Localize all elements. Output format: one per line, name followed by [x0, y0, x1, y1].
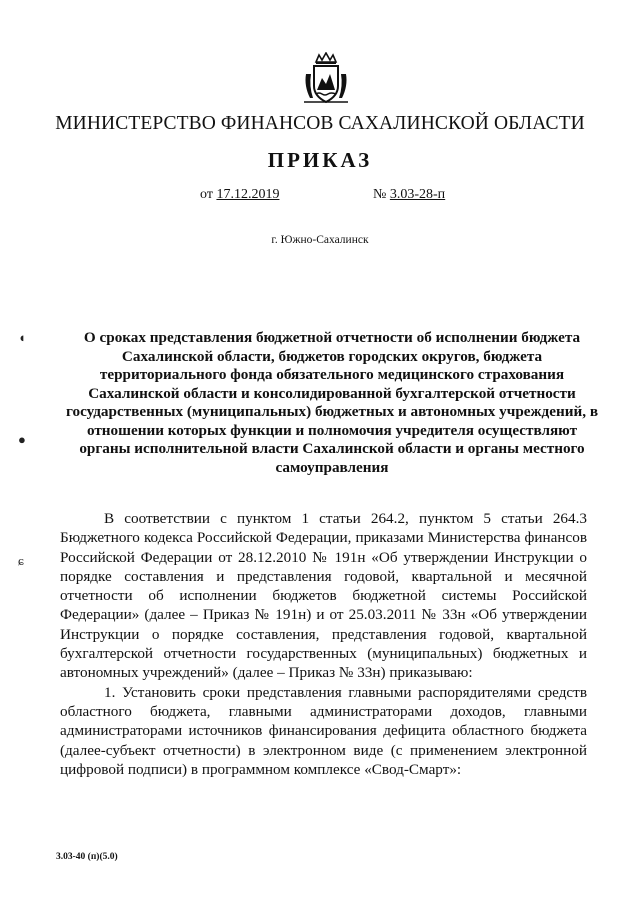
number-prefix: № — [373, 187, 390, 202]
body-paragraph-preamble: В соответствии с пунктом 1 статьи 264.2, пунктом 5 статьи 264.3 Бюджетного кодекса Российской Федерации, приказами Министерства финансов Российской Федерации от 28.12.2010 № 191н «Об утверждении Инструкции о порядке составления и представления годовой, квартальной и месячной отчетности об исполнении бюджетов бюджетной системы Российской Федерации» (далее – Приказ № 191н) и от 25.03.2011 № 33н «Об утверждении Инструкции о порядке составления, представления годовой, квартальной бухгалтерской отчетности государственных (муниципальных) бюджетных и автономных учреждений» (далее – Приказ № 33н) приказываю: — [60, 510, 587, 682]
date-value: 17.12.2019 — [216, 187, 280, 202]
scan-mark: ● — [18, 432, 26, 447]
city: г. Южно-Сахалинск — [271, 234, 369, 246]
scan-mark: ɕ — [18, 553, 24, 568]
order-number — [373, 187, 445, 203]
form-code: 3.03-40 (п)(5.0) — [56, 852, 118, 862]
body-paragraph-item-1: 1. Установить сроки представления главными распорядителями средств областного бюджета, главными администраторами доходов, главными администраторами источников финансирования дефицита областного бюджета (далее-субъект отчетности) в электронном виде (с применением электронной цифровой подписи) в программном комплексе «Свод-Смарт»: — [60, 683, 587, 778]
date-prefix: от — [200, 187, 217, 202]
scan-mark: ◖ — [18, 330, 26, 345]
order-date — [200, 187, 279, 203]
ministry-name: МИНИСТЕРСТВО ФИНАНСОВ САХАЛИНСКОЙ ОБЛАСТИ — [55, 113, 585, 134]
order-subject: О сроках представления бюджетной отчетности об исполнении бюджета Сахалинской области, бюджетов городских округов, бюджета территориального фонда обязательного медицинского страхования Сахалинской области и консолидированной бухгалтерской отчетности государственных (муниципальных) бюджетных и автономных учреждений, в отношении которых функции и полномочия учредителя осуществляют органы исполнительной власти Сахалинской области и органы местного самоуправления — [65, 329, 599, 476]
number-value: 3.03-28-п — [389, 187, 446, 202]
document-type: ПРИКАЗ — [267, 148, 373, 172]
coat-of-arms-icon — [302, 52, 350, 104]
order-body — [60, 509, 587, 779]
